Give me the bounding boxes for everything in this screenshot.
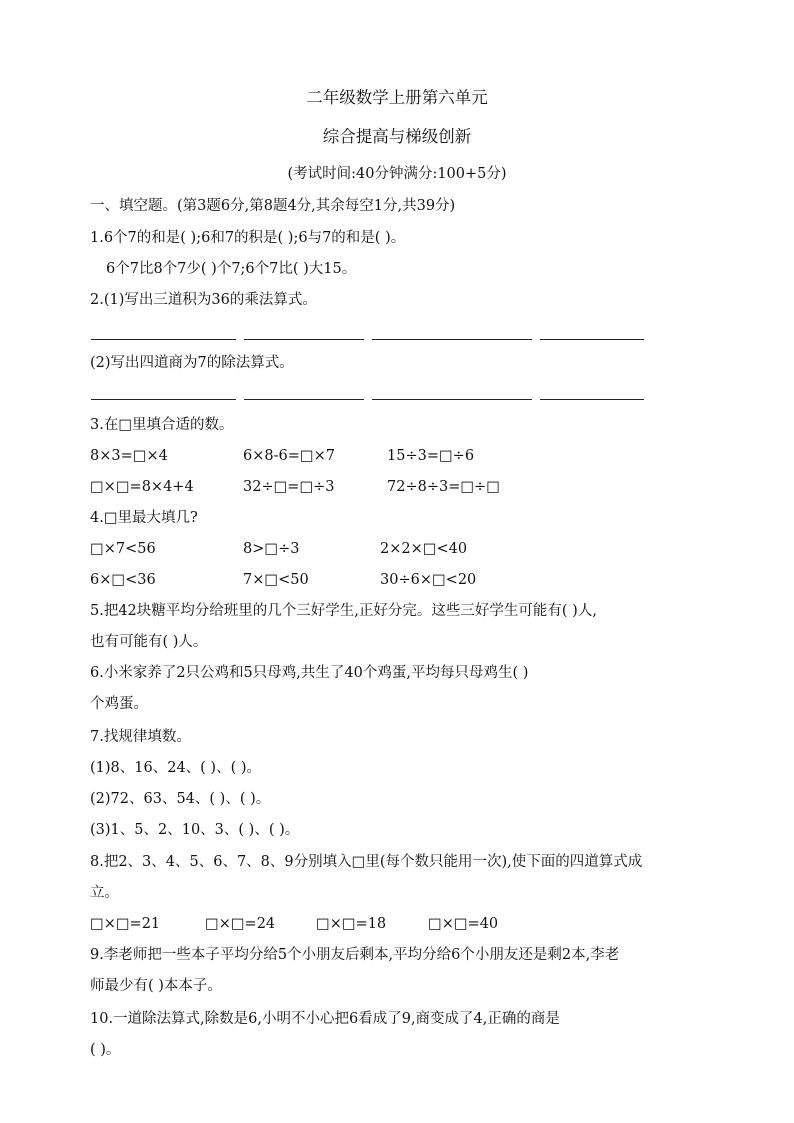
equation: □×□=18	[316, 916, 387, 932]
exam-info: (考试时间:40分钟满分:100+5分)	[287, 166, 507, 182]
sequence-3: (3)1、5、2、10、3、( )、( )。	[90, 822, 300, 838]
equation: □×□=24	[205, 916, 276, 932]
answer-line[interactable]	[372, 339, 532, 340]
question-6-line-1: 6.小米家养了2只公鸡和5只母鸡,共生了40个鸡蛋,平均每只母鸡生( )	[90, 665, 529, 681]
equation: □×□=21	[90, 916, 161, 932]
question-10-line-1: 10.一道除法算式,除数是6,小明不小心把6看成了9,商变成了4,正确的商是	[90, 1011, 560, 1027]
sequence-1: (1)8、16、24、( )、( )。	[90, 760, 262, 776]
equation: 6×8-6=□×7	[243, 448, 335, 464]
question-5-line-2: 也有可能有( )人。	[90, 634, 208, 650]
question-9-line-2: 师最少有( )本本子。	[90, 978, 222, 994]
question-10-line-2: ( )。	[90, 1042, 121, 1058]
question-1-line-2: 6个7比8个7少( )个7;6个7比( )大15。	[106, 261, 357, 277]
equation: □×□=8×4+4	[90, 479, 194, 495]
question-8-line-1: 8.把2、3、4、5、6、7、8、9分别填入□里(每个数只能用一次),使下面的四道算式成	[90, 854, 643, 870]
answer-line[interactable]	[91, 339, 236, 340]
answer-line[interactable]	[244, 339, 364, 340]
question-2-part-1: 2.(1)写出三道积为36的乘法算式。	[90, 292, 317, 308]
question-2-part-2: (2)写出四道商为7的除法算式。	[90, 355, 294, 371]
inequality: 8>□÷3	[243, 541, 300, 557]
inequality: 7×□<50	[243, 572, 309, 588]
question-5-line-1: 5.把42块糖平均分给班里的几个三好学生,正好分完。这些三好学生可能有( )人,	[90, 603, 597, 619]
section-heading: 一、填空题。(第3题6分,第8题4分,其余每空1分,共39分)	[90, 198, 456, 214]
document-title: 二年级数学上册第六单元	[306, 88, 488, 107]
inequality: □×7<56	[90, 541, 156, 557]
inequality: 30÷6×□<20	[380, 572, 477, 588]
question-6-line-2: 个鸡蛋。	[90, 696, 148, 712]
question-3-heading: 3.在□里填合适的数。	[90, 417, 234, 433]
answer-line[interactable]	[91, 399, 236, 400]
equation: 8×3=□×4	[90, 448, 168, 464]
answer-line[interactable]	[244, 399, 364, 400]
answer-line[interactable]	[540, 399, 644, 400]
equation: □×□=40	[428, 916, 499, 932]
equation: 72÷8÷3=□÷□	[387, 479, 500, 495]
inequality: 2×2×□<40	[380, 541, 468, 557]
inequality: 6×□<36	[90, 572, 156, 588]
question-1-line-1: 1.6个7的和是( );6和7的积是( );6与7的和是( )。	[90, 230, 406, 246]
answer-line[interactable]	[540, 339, 644, 340]
answer-line[interactable]	[372, 399, 532, 400]
question-4-heading: 4.□里最大填几?	[90, 510, 198, 526]
sequence-2: (2)72、63、54、( )、( )。	[90, 791, 271, 807]
equation: 32÷□=□÷3	[243, 479, 335, 495]
question-9-line-1: 9.李老师把一些本子平均分给5个小朋友后剩本,平均分给6个小朋友还是剩2本,李老	[90, 947, 620, 963]
question-8-line-2: 立。	[90, 885, 119, 901]
equation: 15÷3=□÷6	[387, 448, 475, 464]
document-subtitle: 综合提高与梯级创新	[322, 127, 472, 146]
question-7-heading: 7.找规律填数。	[90, 729, 191, 745]
